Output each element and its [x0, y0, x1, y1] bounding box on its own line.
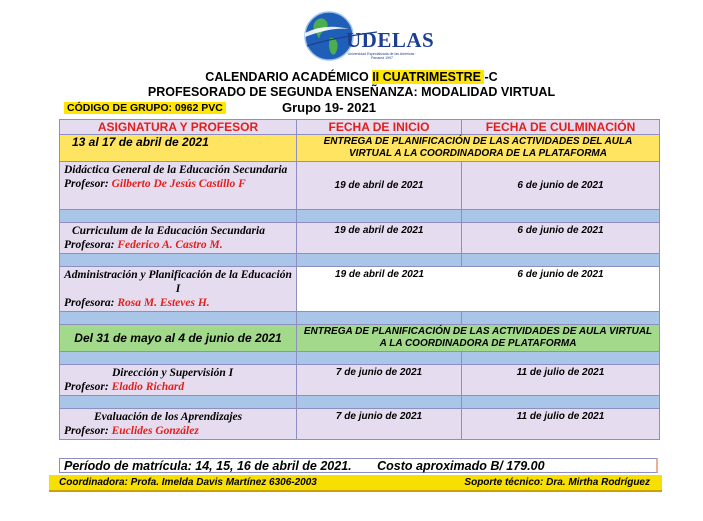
- enrollment-bar: [59, 458, 658, 473]
- calendar-table: [59, 119, 660, 440]
- header-end: FECHA DE CULMINACIÓN: [462, 120, 660, 135]
- row-separator: [60, 352, 660, 365]
- start-date: 7 de junio de 2021: [297, 409, 462, 440]
- professor-line: Profesora: Federico A. Castro M.: [64, 239, 223, 251]
- table-header-row: [60, 120, 660, 135]
- professor-line: Profesora: Rosa M. Esteves H.: [64, 297, 210, 309]
- end-date: 11 de julio de 2021: [462, 409, 660, 440]
- end-date: 11 de julio de 2021: [462, 365, 660, 396]
- program-title: PROFESORADO DE SEGUNDA ENSEÑANZA: MODALIDAD VIRTUAL: [147, 85, 556, 99]
- logo-wordmark: UDELAS: [346, 28, 435, 52]
- subject-name: Administración y Planificación de la Educación I: [64, 269, 292, 295]
- subject-cell: [60, 267, 297, 312]
- group-number: Grupo 19- 2021: [282, 100, 376, 115]
- table-row: [60, 409, 660, 440]
- period-row-1: [60, 135, 660, 162]
- professor-line: Profesor: Eladio Richard: [64, 381, 185, 393]
- period-row-2: [60, 325, 660, 352]
- start-date: 19 de abril de 2021: [335, 269, 424, 280]
- enrollment-period: Período de matrícula: 14, 15, 16 de abril de 2021.: [64, 459, 352, 473]
- approx-cost: Costo aproximado B/ 179.00: [377, 459, 545, 473]
- header-subject: ASIGNATURA Y PROFESOR: [60, 120, 297, 135]
- group-code: CÓDIGO DE GRUPO: 0962 PVC: [64, 102, 226, 114]
- table-row: [60, 267, 660, 312]
- subject-cell: [60, 162, 297, 210]
- date-cell: [297, 267, 660, 312]
- professor-line: Profesor: Euclides González: [64, 425, 199, 437]
- subject-cell: [60, 223, 297, 254]
- subject-name: Curriculum de la Educación Secundaria: [72, 225, 265, 237]
- end-date: 6 de junio de 2021: [517, 269, 604, 280]
- row-separator: [60, 396, 660, 409]
- table-row: [60, 162, 660, 210]
- period-note: ENTREGA DE PLANIFICACIÓN DE LAS ACTIVIDADES DE AULA VIRTUAL A LA COORDINADORA DE PLATAFORMA: [297, 325, 660, 352]
- start-date: 7 de junio de 2021: [297, 365, 462, 396]
- subject-name: Dirección y Supervisión I: [112, 367, 234, 379]
- end-date: 6 de junio de 2021: [462, 162, 660, 210]
- subject-cell: [60, 409, 297, 440]
- table-row: [60, 365, 660, 396]
- calendar-title: CALENDARIO ACADÉMICO II CUATRIMESTRE -C: [205, 70, 498, 84]
- period-dates: Del 31 de mayo al 4 de junio de 2021: [60, 325, 297, 352]
- row-separator: [60, 254, 660, 267]
- header-start: FECHA DE INICIO: [297, 120, 462, 135]
- start-date: 19 de abril de 2021: [297, 223, 462, 254]
- logo-subtitle: Universidad Especializada de las Américas · Panamá 1997: [347, 52, 417, 60]
- professor-line: Profesor: Gilberto De Jesús Castillo F: [64, 178, 246, 190]
- row-separator: [60, 312, 660, 325]
- tech-support: Soporte técnico: Dra. Mirtha Rodríguez: [464, 477, 650, 488]
- start-date: 19 de abril de 2021: [297, 162, 462, 210]
- subject-name: Didáctica General de la Educación Secundaria: [64, 164, 288, 176]
- subject-cell: [60, 365, 297, 396]
- table-row: [60, 223, 660, 254]
- period-dates: 13 al 17 de abril de 2021: [60, 135, 297, 162]
- end-date: 6 de junio de 2021: [462, 223, 660, 254]
- contact-bar: [49, 475, 662, 492]
- coordinator: Coordinadora: Profa. Imelda Davis Martínez 6306-2003: [59, 477, 317, 488]
- row-separator: [60, 210, 660, 223]
- period-note: ENTREGA DE PLANIFICACIÓN DE LAS ACTIVIDADES DEL AULA VIRTUAL A LA COORDINADORA DE LA PLATAFORMA: [297, 135, 660, 162]
- subject-name: Evaluación de los Aprendizajes: [94, 411, 243, 423]
